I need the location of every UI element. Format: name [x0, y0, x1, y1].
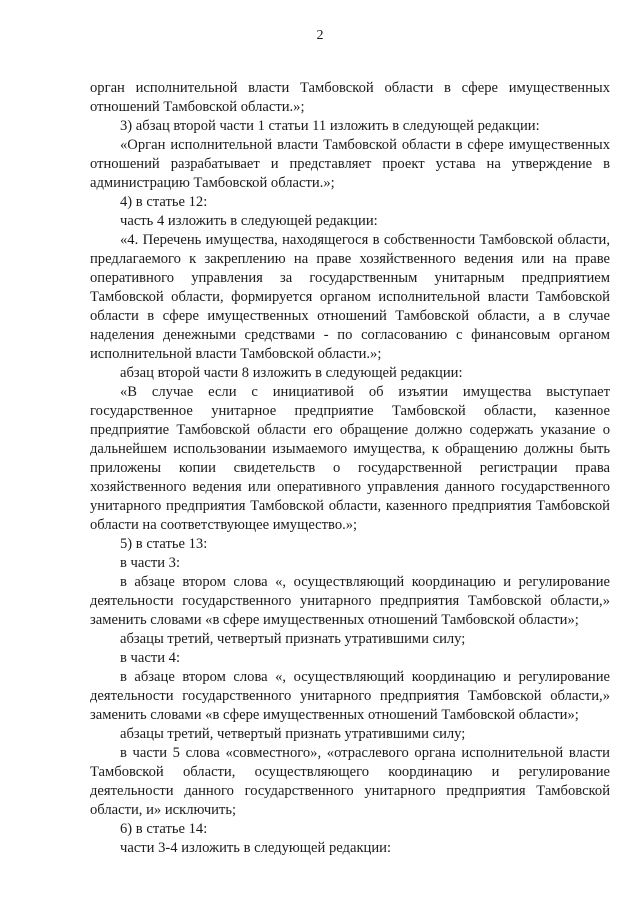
paragraph: абзацы третий, четвертый признать утратившими силу; — [120, 631, 466, 647]
paragraph-quote: «4. Перечень имущества, находящегося в собственности Тамбовской области, предлагаемого к закреплению на праве хозяйственного ведения или на праве оперативного управления за государственным унитарным предприятием Тамбовской области, формируется органом исполнительной власти Тамбовской области в сфере имущественных отношений Тамбовской области, а в случае наделения денежными средствами - по согласованию с финансовым органом исполнительной власти Тамбовской области.»; — [90, 232, 610, 362]
paragraph: в абзаце втором слова «, осуществляющий координацию и регулирование деятельности государственного унитарного предприятия Тамбовской области,» заменить словами «в сфере имущественных отношений Тамбовской области»; — [90, 669, 610, 723]
paragraph: части 3-4 изложить в следующей редакции: — [120, 840, 392, 856]
paragraph-quote: «Орган исполнительной власти Тамбовской области в сфере имущественных отношений разрабатывает и представляет проект устава на утверждение в администрацию Тамбовской области.»; — [90, 137, 610, 191]
paragraph: в части 3: — [120, 555, 181, 571]
paragraph: 5) в статье 13: — [120, 536, 208, 552]
paragraph: 3) абзац второй части 1 статьи 11 изложить в следующей редакции: — [120, 118, 540, 134]
paragraph: 4) в статье 12: — [120, 194, 208, 210]
paragraph: абзац второй части 8 изложить в следующей редакции: — [120, 365, 463, 381]
page-number: 2 — [316, 28, 324, 43]
paragraph: абзацы третий, четвертый признать утратившими силу; — [120, 726, 466, 742]
paragraph: 6) в статье 14: — [120, 821, 208, 837]
paragraph-quote: «В случае если с инициативой об изъятии имущества выступает государственное унитарное предприятие Тамбовской области, казенное предприятие Тамбовской области его обращение должно содержать указание о дальнейшем использовании изымаемого имущества, к обращению должны быть приложены копии свидетельств о государственной регистрации права хозяйственного ведения или оперативного управления данного государственного унитарного предприятия Тамбовской области, казенного предприятия Тамбовской области на соответствующее имущество.»; — [90, 384, 610, 533]
paragraph: часть 4 изложить в следующей редакции: — [120, 213, 378, 229]
paragraph: в части 5 слова «совместного», «отраслевого органа исполнительной власти Тамбовской области, осуществляющего координацию и регулирование деятельности данного государственного унитарного предприятия Тамбовской области, и» исключить; — [90, 745, 610, 818]
paragraph: в абзаце втором слова «, осуществляющий координацию и регулирование деятельности государственного унитарного предприятия Тамбовской области,» заменить словами «в сфере имущественных отношений Тамбовской области»; — [90, 574, 610, 628]
paragraph: в части 4: — [120, 650, 181, 666]
paragraph-continuation: орган исполнительной власти Тамбовской области в сфере имущественных отношений Тамбовской области.»; — [90, 80, 610, 115]
document-body — [90, 79, 610, 858]
